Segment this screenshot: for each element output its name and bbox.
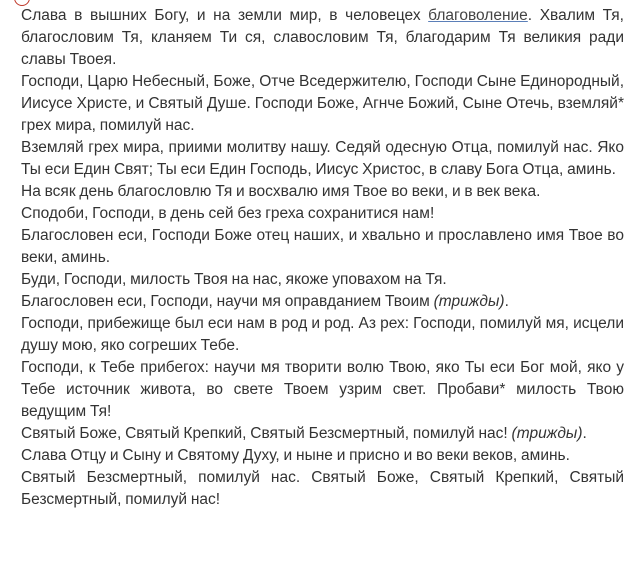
paragraph-text: . Хвалим Тя, благословим Тя, кланяем Ти ся, славословим Тя, благодарим Тя великия ради славы Твоея. [21, 7, 624, 68]
paragraph-text: Господи, прибежище был еси нам в род и род. Аз рех: Господи, помилуй мя, исцели душу мою, яко согреших Тебе. [21, 315, 624, 354]
paragraph [21, 137, 624, 181]
paragraph-text: Слава Отцу и Сыну и Святому Духу, и ныне и присно и во веки веков, аминь. [21, 447, 570, 464]
paragraph [21, 181, 624, 203]
paragraph-text: Слава в вышних Богу, и на земли мир, в человецех [21, 7, 429, 24]
paragraph-text: Святый Боже, Святый Крепкий, Святый Безсмертный, помилуй нас! [21, 425, 512, 442]
paragraph-text: Буди, Господи, милость Твоя на нас, якоже уповахом на Тя. [21, 271, 447, 288]
paragraph-text: Господи, Царю Небесный, Боже, Отче Вседержителю, Господи Сыне Единородный, Иисусе Христе, и Святый Душе. Господи Боже, Агнче Божий, Сыне Отечь, вземляй* грех мира, помилуй нас. [21, 73, 624, 134]
paragraph [21, 467, 624, 511]
paragraph [21, 291, 624, 313]
paragraph [21, 313, 624, 357]
paragraph [21, 269, 624, 291]
paragraph-text: Благословен еси, Господи Боже отец наших, и хвально и прославлено имя Твое во веки, аминь. [21, 227, 624, 266]
italic-note: (трижды) [433, 293, 505, 310]
paragraph-text: На всяк день благословлю Тя и восхвалю имя Твое во веки, и в век века. [21, 183, 541, 200]
paragraph-text: Господи, к Тебе прибегох: научи мя творити волю Твою, яко Ты еси Бог мой, яко у Тебе источник живота, во свете Твоем узрим свет. Пробави* милость Твою ведущим Тя! [21, 359, 624, 420]
paragraph [21, 203, 624, 225]
paragraph-text: Благословен еси, Господи, научи мя оправданием Твоим [21, 293, 434, 310]
paragraph [21, 5, 624, 71]
paragraph-text: Вземляй грех мира, приими молитву нашу. Седяй одесную Отца, помилуй нас. Яко Ты еси Един Свят; Ты еси Един Господь, Иисус Христос, в славу Бога Отца, аминь. [21, 139, 624, 178]
prayer-text [21, 5, 624, 511]
italic-note: (трижды) [511, 425, 583, 442]
paragraph [21, 225, 624, 269]
paragraph-text: . [582, 425, 587, 442]
term-link[interactable]: благоволение [428, 7, 528, 24]
paragraph-text: Сподоби, Господи, в день сей без греха сохранитися нам! [21, 205, 435, 222]
paragraph [21, 357, 624, 423]
paragraph [21, 71, 624, 137]
paragraph [21, 445, 624, 467]
paragraph [21, 423, 624, 445]
paragraph-text: . [504, 293, 509, 310]
paragraph-text: Святый Безсмертный, помилуй нас. Святый Боже, Святый Крепкий, Святый Безсмертный, помилуй нас! [21, 469, 624, 508]
